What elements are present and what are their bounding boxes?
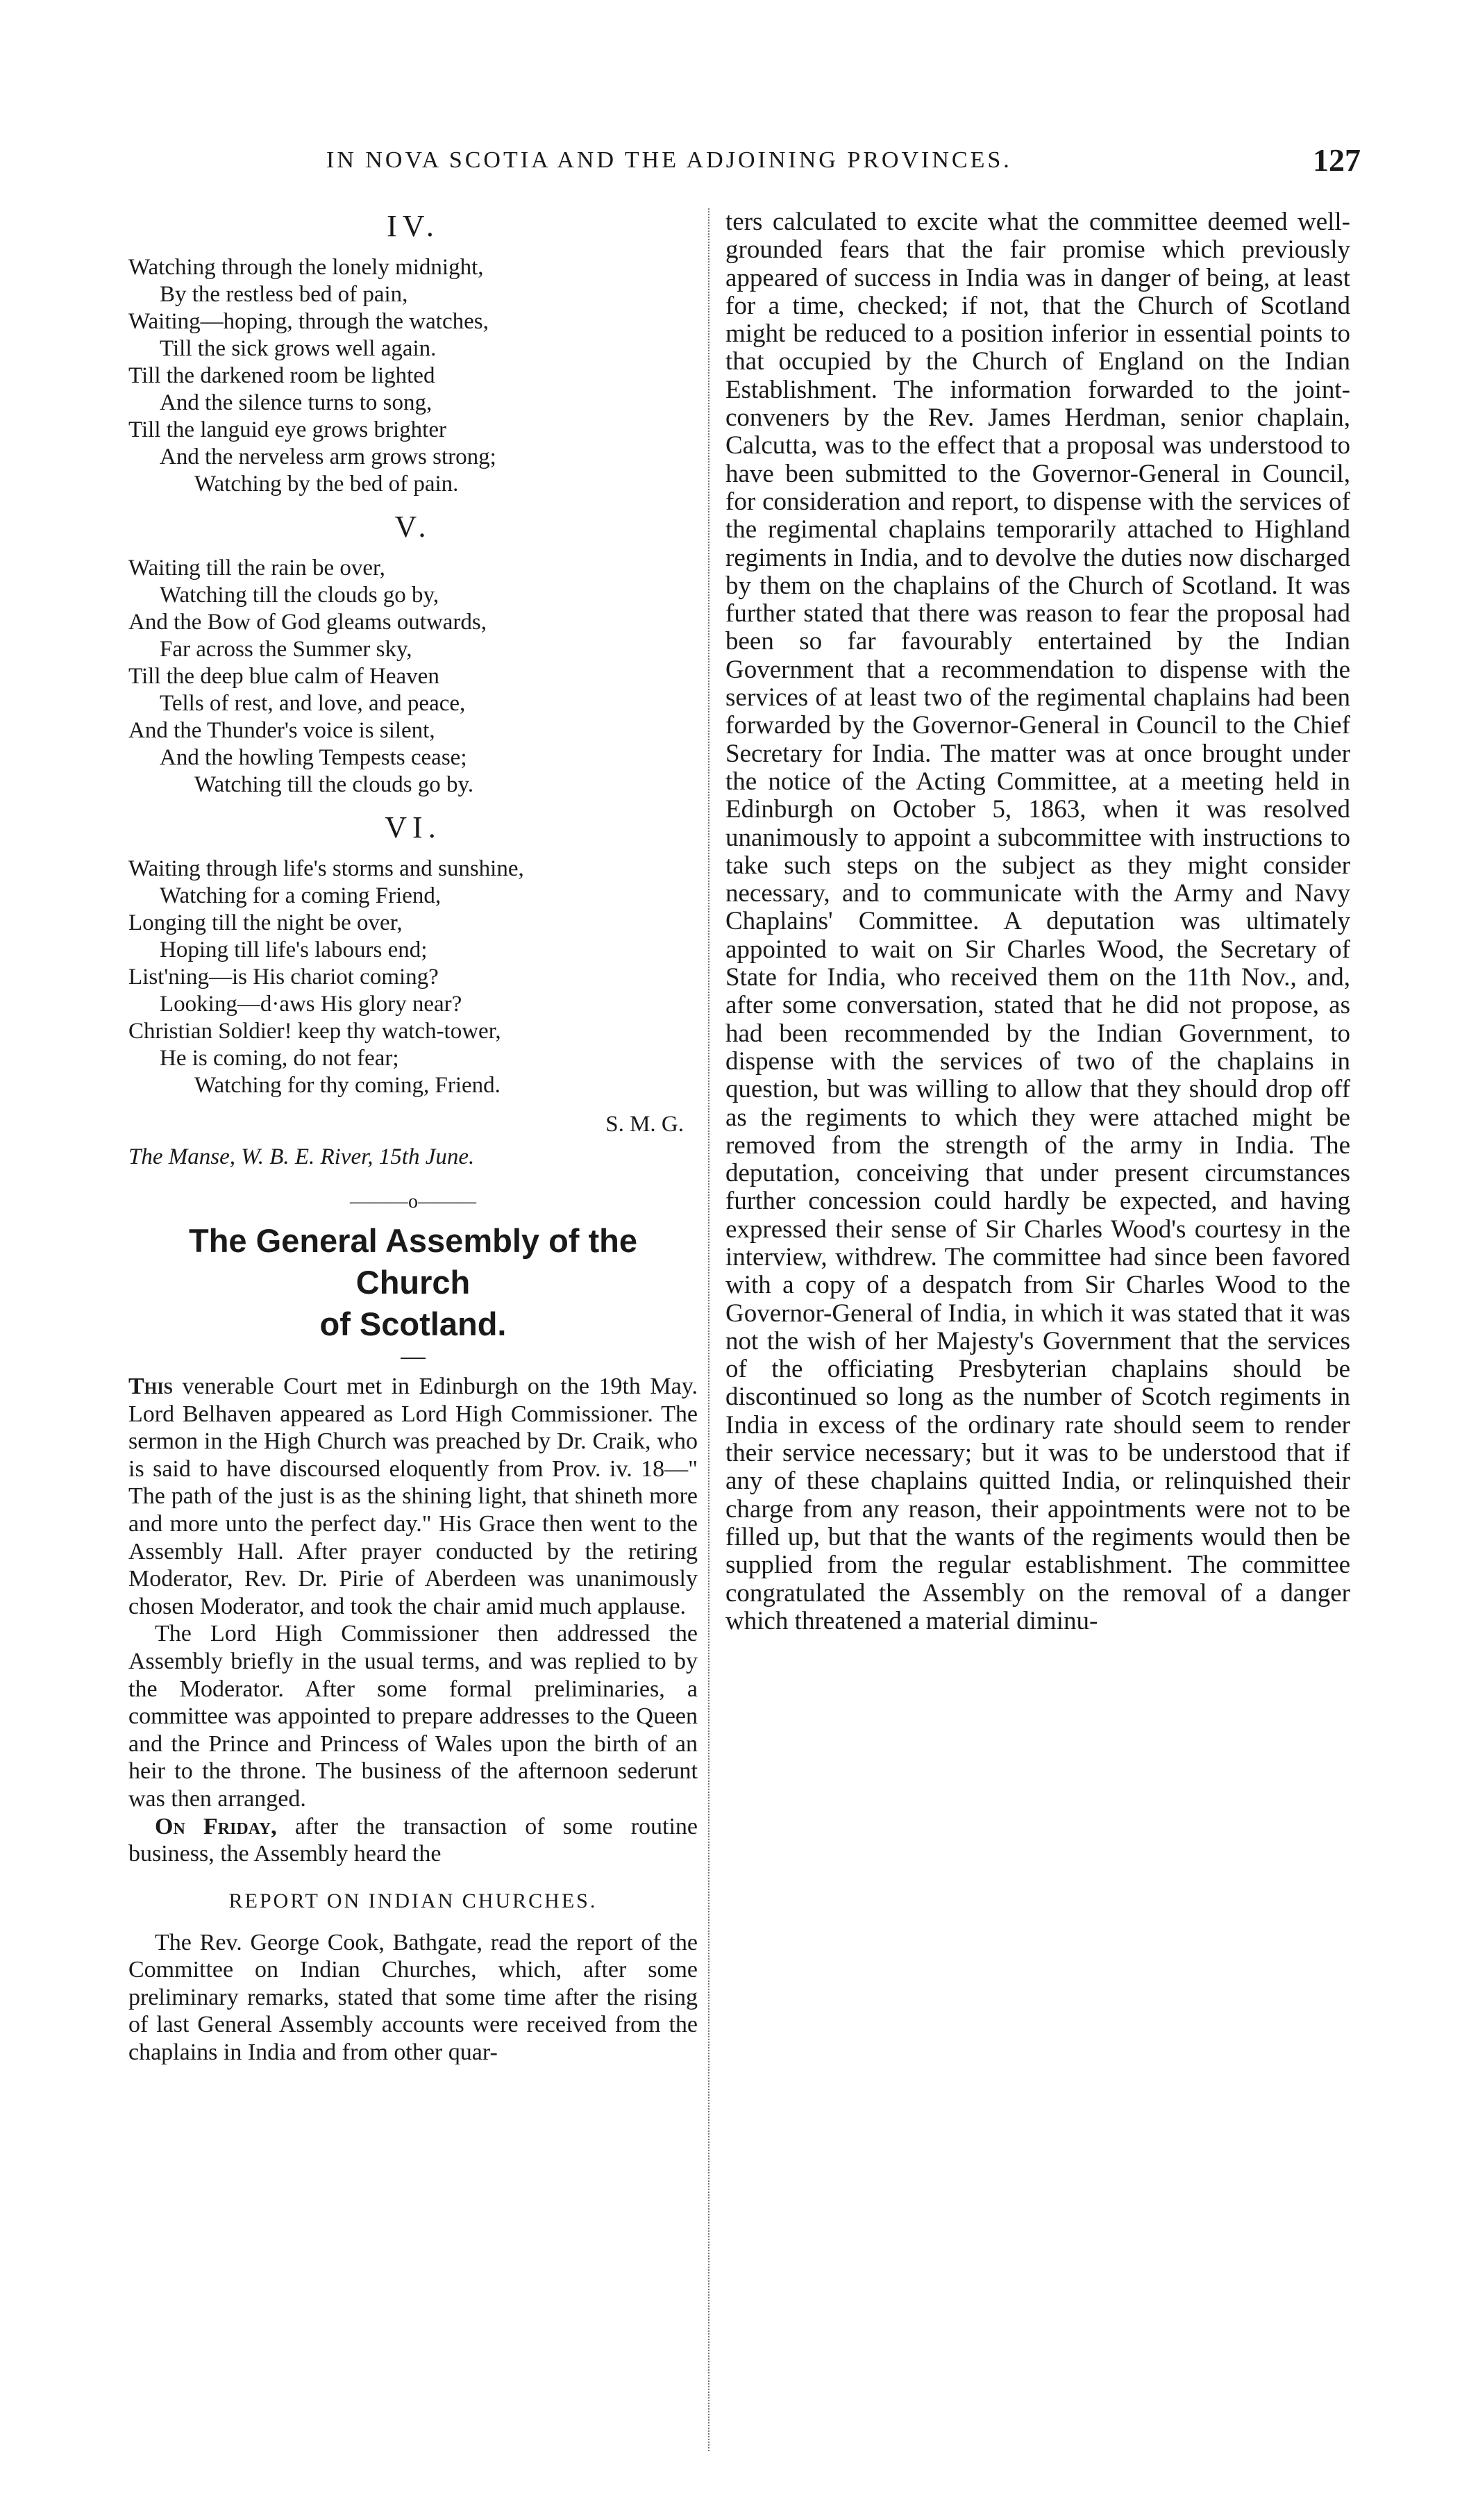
poem-line: And the Thunder's voice is silent, [128, 718, 435, 743]
poem-signature: S. M. G. [605, 1112, 684, 1137]
stanza-number: VI. [385, 810, 442, 844]
column-divider [708, 208, 709, 2451]
poem-line: Till the languid eye grows brighter [128, 417, 446, 442]
article-continuation: ters calculated to excite what the committee deemed well-grounded fears that the fair promise which previously appeared of success in India was in danger of being, at least for a time, checked; if not, that the Church of Scotland might be reduced to a position inferior in essential points to that occupied by the Church of England on the Indian Establishment. The information forwarded to the joint-conveners by the Rev. James Herdman, senior chaplain, Calcutta, was to the effect that a proposal was understood to have been submitted to the Governor-General in Council, for consideration and report, to dispense with the services of the regimental chaplains temporarily attached to Highland regiments in India, and to devolve the duties now discharged by them on the chaplains of the Church of Scotland. It was further stated that there was reason to fear the proposal had been so far favourably entertained by the Indian Government that a recommendation to dispense with the services of at least two of the regimental chaplains had been forwarded by the Governor-General in Council to the Chief Secretary for India. The matter was at once brought under the notice of the Acting Committee, at a meeting held in Edinburgh on October 5, 1863, when it was resolved unanimously to appoint a subcommittee with instructions to take such steps on the subject as they might consider necessary, and to communicate with the Army and Navy Chaplains' Committee. A deputation was ultimately appointed to wait on Sir Charles Wood, the Secretary of State for India, who received them on the 11th Nov., and, after some conversation, stated that he did not propose, as had been recommended by the Indian Government, to dispense with the services of two of the chaplains in question, but was willing to allow that they should drop off as the regiments to which they were attached might be removed from the strength of the army in India. The deputation, conceiving that under present circumstances further concession could hardly be expected, and having expressed their sense of Sir Charles Wood's courtesy in the interview, withdrew. The committee had since been favored with a copy of a despatch from Sir Charles Wood to the Governor-General of India, in which it was stated that it was not the wish of her Majesty's Government that the services of the officiating Presbyterian chaplains should be discontinued so long as the number of Scotch regiments in India in excess of the ordinary rate should seem to render their service necessary; but it was to be understood that if any of these chaplains quitted India, or relinquished their charge from any reason, their appointments were not to be filled up, but that the wants of the regiments would then be supplied from the regular establishment. The committee congratulated the Assembly on the removal of a danger which threatened a material diminu- [725, 208, 1350, 1635]
paragraph-text: after the transaction of some routine business, the Assembly heard the [128, 1813, 698, 1867]
article-title [128, 1220, 698, 1345]
poem-line: By the restless bed of pain, [160, 282, 408, 307]
article-title-line-1: The General Assembly of the Church [189, 1222, 637, 1301]
poem-line: Watching till the clouds go by, [160, 583, 439, 608]
poem-line: Till the darkened room be lighted [128, 363, 435, 388]
paragraph-lead-word: This [128, 1374, 174, 1399]
section-separator: ———o——— [350, 1191, 476, 1212]
poem-line: And the nerveless arm grows strong; [160, 444, 496, 469]
poem-line: And the silence turns to song, [160, 390, 433, 415]
poem [128, 208, 698, 1099]
poem-line: List'ning—is His chariot coming? [128, 965, 439, 990]
poem-line: And the howling Tempests cease; [160, 745, 467, 770]
poem-line: Christian Soldier! keep thy watch-tower, [128, 1019, 501, 1044]
article-paragraph-1 [128, 1373, 698, 1620]
poem-line: And the Bow of God gleams outwards, [128, 610, 487, 635]
poem-stanza [128, 509, 698, 799]
article-paragraph-3 [128, 1813, 698, 1868]
page-header [125, 142, 1361, 189]
poem-line: Till the deep blue calm of Heaven [128, 664, 439, 689]
article-paragraph-4: The Rev. George Cook, Bathgate, read the report of the Committee on Indian Churches, which, after some preliminary remarks, stated that some time after the rising of last General Assembly accounts were received from the chaplains in India and from other quar- [128, 1929, 698, 2066]
right-column [725, 208, 1350, 1635]
title-rule [401, 1358, 426, 1359]
poem-stanza [128, 810, 698, 1099]
poem-line: Longing till the night be over, [128, 910, 403, 935]
poem-line: Waiting till the rain be over, [128, 556, 385, 581]
running-title: IN NOVA SCOTIA AND THE ADJOINING PROVINCES. [326, 147, 1012, 173]
stanza-number: V. [394, 510, 432, 544]
article-title-line-2: of Scotland. [319, 1305, 507, 1342]
page-number: 127 [1313, 142, 1361, 178]
paragraph-lead-word: On Friday, [155, 1813, 277, 1839]
poem-line: Watching till the clouds go by. [194, 772, 474, 797]
poem-dateline: The Manse, W. B. E. River, 15th June. [128, 1144, 475, 1169]
poem-line: Waiting—hoping, through the watches, [128, 309, 489, 334]
poem-line: Waiting through life's storms and sunshine, [128, 856, 524, 881]
poem-line: Watching through the lonely midnight, [128, 255, 484, 280]
poem-line: Till the sick grows well again. [160, 336, 437, 361]
poem-line: Tells of rest, and love, and peace, [160, 691, 466, 716]
left-column [128, 208, 698, 2067]
paragraph-text: venerable Court met in Edinburgh on the 19th May. Lord Belhaven appeared as Lord High Commissioner. The sermon in the High Church was preached by Dr. Craik, who is said to have discoursed eloquently from Prov. iv. 18—" The path of the just is as the shining light, that shineth more and more unto the perfect day." His Grace then went to the Assembly Hall. After prayer conducted by the retiring Moderator, Rev. Dr. Pirie of Aberdeen was unanimously chosen Moderator, and took the chair amid much applause. [128, 1374, 698, 1619]
poem-stanza [128, 208, 698, 498]
poem-line: Watching for thy coming, Friend. [194, 1073, 501, 1098]
report-subheading: REPORT ON INDIAN CHURCHES. [228, 1889, 598, 1912]
poem-line: Far across the Summer sky, [160, 637, 412, 662]
poem-line: Watching by the bed of pain. [194, 472, 459, 497]
poem-line: Looking—d·aws His glory near? [160, 992, 462, 1017]
article-paragraph-2: The Lord High Commissioner then addressed the Assembly briefly in the usual terms, and was replied to by the Moderator. After some formal preliminaries, a committee was appointed to prepare addresses to the Queen and the Prince and Princess of Wales upon the birth of an heir to the throne. The business of the afternoon sederunt was then arranged. [128, 1621, 698, 1812]
poem-line: Watching for a coming Friend, [160, 883, 442, 908]
poem-line: Hoping till life's labours end; [160, 937, 428, 962]
stanza-number: IV. [387, 209, 439, 243]
poem-line: He is coming, do not fear; [160, 1046, 399, 1071]
